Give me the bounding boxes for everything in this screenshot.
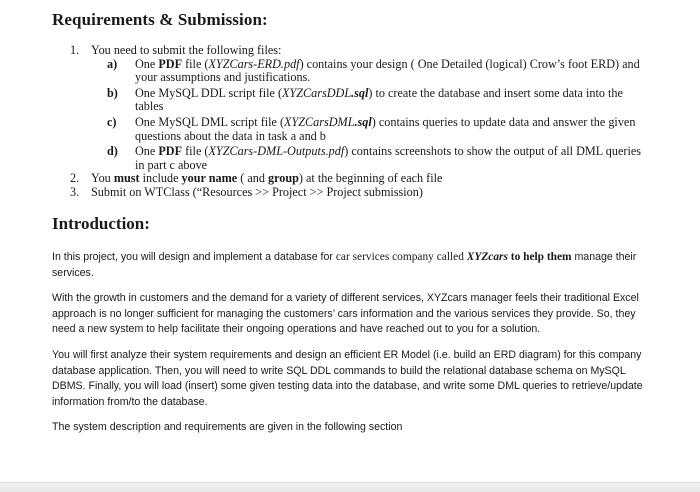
sub-text: ) contains queries to update data and answer the given questions about the data in task a and b [135,114,636,143]
sub-text: One MySQL DML script file ( [135,114,285,129]
introduction-heading: Introduction: [52,214,150,233]
sub-letter: b) [107,85,118,100]
pdf-label: PDF [158,56,183,71]
emphasis: group [267,171,299,186]
page-bottom-edge [0,482,700,492]
requirement-text: You [91,171,114,186]
sub-text: file ( [182,144,209,159]
sub-text: ) to create the database and insert some data into the tables [135,85,623,114]
paragraph-text: to help them [507,251,572,263]
requirement-text: include [139,171,182,186]
file-name: XYZCarsDDL [282,85,352,100]
file-extension: .sql [354,114,372,129]
sub-item-a [107,58,650,85]
list-number: 3. [70,184,80,199]
sub-letter: c) [107,114,117,129]
requirement-item-3 [70,186,650,200]
company-name: XYZcars [466,251,508,263]
paragraph-text: car services company called [335,251,467,263]
sub-text: One [135,56,159,71]
sub-letter: d) [107,144,118,159]
intro-paragraph-2: With the growth in customers and the demand for a variety of different services, XYZcars manager feels their traditional Excel approach is no longer sufficient for managing the customers’ cars information and the various services they provide. So, they need a new system to help facilitate their ongoing operations and have reached out to you for a solution. [52,292,639,336]
sub-item-d [107,145,650,172]
emphasis: your name [181,171,238,186]
sub-text: ) contains your design ( One Detailed (logical) Crow’s foot ERD) and your assumptions and justifications. [135,56,640,85]
requirement-item-1 [70,44,650,172]
emphasis: must [113,171,140,186]
paragraph-text: manage their services. [52,251,637,279]
requirement-text: Submit on WTClass (“Resources >> Project >> Project submission) [91,184,423,199]
sub-text: One MySQL DDL script file ( [135,85,283,100]
sub-item-c [107,116,650,143]
requirement-text: You need to submit the following files: [91,43,282,57]
sub-text: One [135,144,159,159]
requirement-text: ) at the beginning of each file [298,171,443,186]
sub-letter: a) [107,56,118,71]
introduction-body [52,250,652,446]
requirement-text: ( and [237,171,268,186]
file-extension: .sql [351,85,369,100]
file-name: XYZCars-DML-Outputs.pdf [208,144,345,159]
intro-paragraph-1 [52,250,652,281]
list-number: 1. [70,43,80,57]
pdf-label: PDF [158,144,183,159]
intro-paragraph-4: The system description and requirements are given in the following section [52,421,403,434]
file-name: XYZCarsDML [284,114,355,129]
requirement-item-2 [70,172,650,186]
list-number: 2. [70,171,80,186]
sub-text: file ( [182,56,209,71]
sub-text: ) contains screenshots to show the output of all DML queries in part c above [135,144,641,172]
paragraph-text: In this project, you will design and implement a database for [52,251,336,263]
intro-paragraph-3: You will first analyze their system requirements and design an efficient ER Model (i.e. build an ERD diagram) for this company database application. Then, you will need to write SQL DDL commands to build the relational database schema on MySQL DBMS. Finally, you will load (insert) some given testing data into the database, and write some DML queries to retrieve/update information from/to the database. [52,348,643,408]
requirements-list [70,44,650,200]
file-name: XYZCars-ERD.pdf [208,56,300,71]
requirements-heading: Requirements & Submission: [52,10,268,29]
sub-item-b [107,87,650,114]
